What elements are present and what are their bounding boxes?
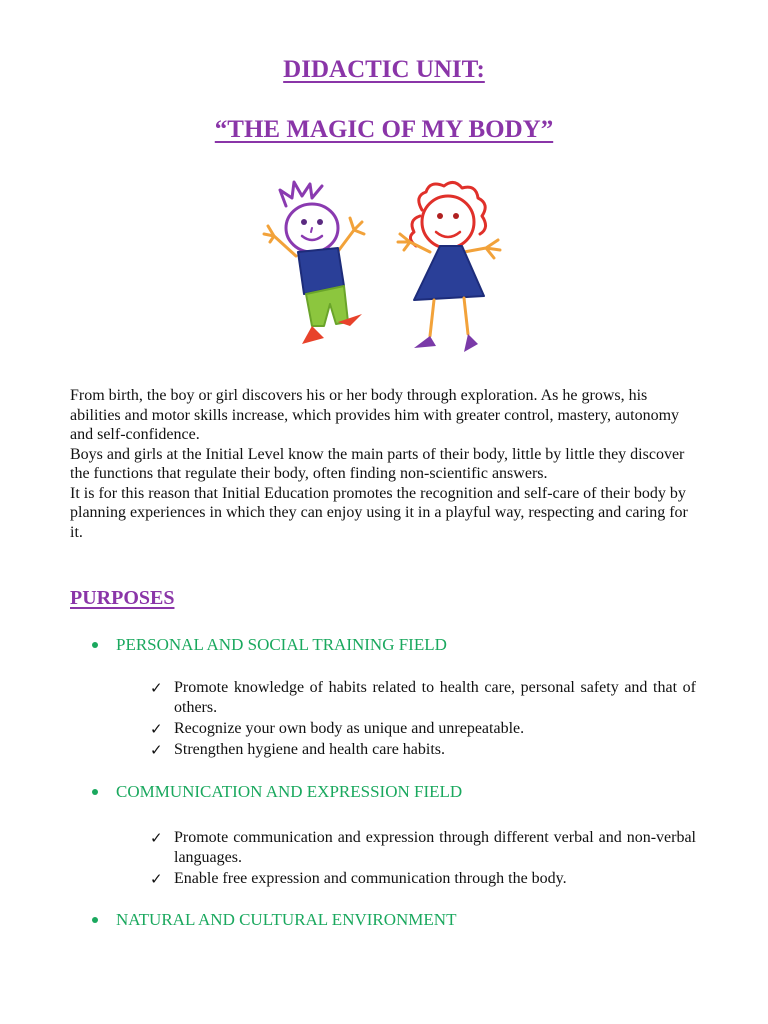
- list-item: ✓ Promote knowledge of habits related to health care, personal safety and that of others.: [150, 679, 696, 716]
- bullet-icon: [92, 917, 98, 923]
- field-natural-cultural: [92, 910, 456, 930]
- check-icon: ✓: [150, 741, 163, 759]
- bullet-icon: [92, 789, 98, 795]
- bullet-icon: [92, 642, 98, 648]
- purposes-heading: PURPOSES: [70, 587, 175, 609]
- field-communication-expression: [92, 782, 462, 802]
- children-drawing-illustration: [254, 176, 516, 362]
- field-label: NATURAL AND CULTURAL ENVIRONMENT: [116, 910, 457, 929]
- list-item: ✓ Promote communication and expression through different verbal and non-verbal languages.: [150, 829, 696, 866]
- document-subtitle: “THE MAGIC OF MY BODY”: [214, 116, 554, 143]
- field-label: PERSONAL AND SOCIAL TRAINING FIELD: [116, 635, 447, 654]
- check-icon: ✓: [150, 720, 163, 738]
- intro-paragraph: It is for this reason that Initial Education promotes the recognition and self-care of their body by planning experiences in which they can enjoy using it in a playful way, respecting and caring for it.: [70, 484, 688, 541]
- check-icon: ✓: [150, 870, 163, 888]
- intro-paragraph: From birth, the boy or girl discovers his or her body through exploration. As he grows, his abilities and motor skills increase, which provides him with greater control, mastery, autonomy and self-confidence.: [70, 387, 680, 443]
- intro-paragraph: Boys and girls at the Initial Level know the main parts of their body, little by little they discover the functions that regulate their body, often finding non-scientific answers.: [70, 445, 685, 482]
- list-item: ✓ Enable free expression and communication through the body.: [150, 870, 567, 888]
- field-label: COMMUNICATION AND EXPRESSION FIELD: [116, 782, 463, 801]
- check-icon: ✓: [150, 829, 163, 847]
- list-item: ✓ Strengthen hygiene and health care habits.: [150, 741, 446, 759]
- intro-text: [70, 386, 698, 542]
- document-title: DIDACTIC UNIT:: [283, 56, 485, 83]
- list-item: ✓ Recognize your own body as unique and unrepeatable.: [150, 720, 525, 738]
- field-personal-social: [92, 635, 447, 655]
- boy-figure: [264, 182, 364, 344]
- girl-figure: [398, 182, 500, 352]
- check-icon: ✓: [150, 679, 163, 697]
- field-communication-expression-list: [150, 828, 696, 890]
- field-personal-social-list: [150, 678, 696, 761]
